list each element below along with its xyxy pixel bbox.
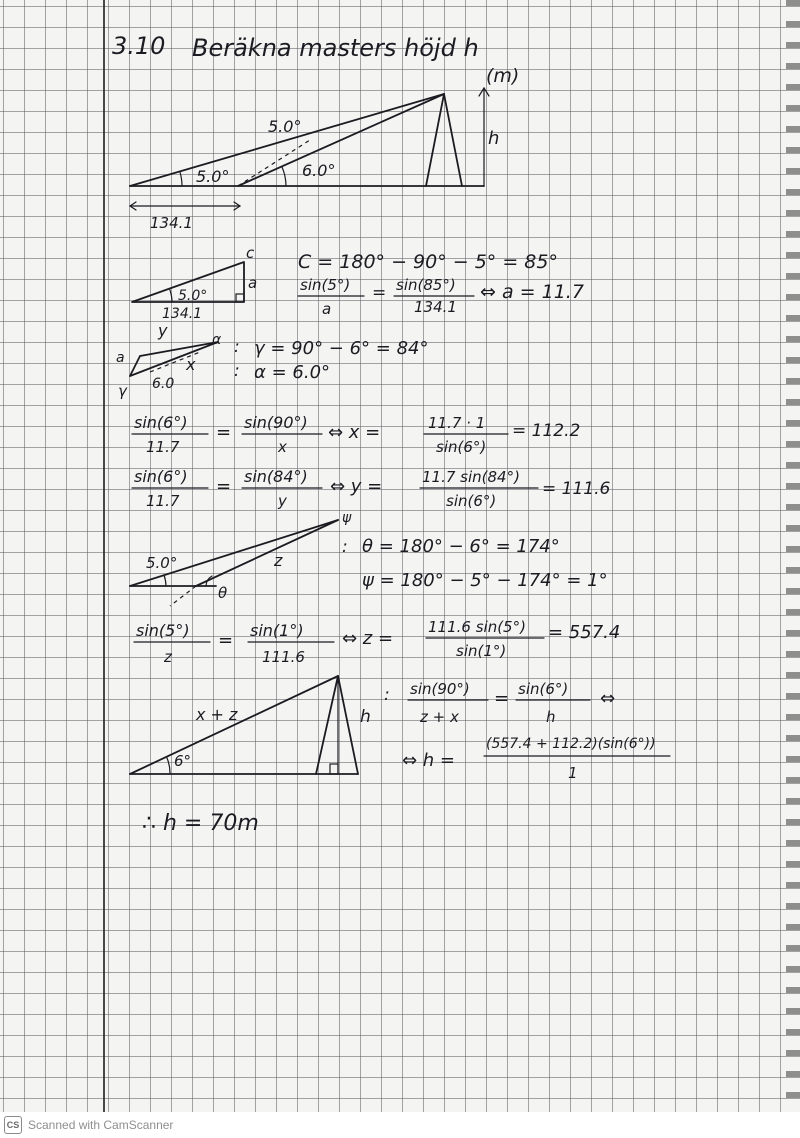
eq-gamma: γ = 90° − 6° = 84° [254,338,429,359]
label-xz: x + z [196,705,238,724]
right-angle-mark [330,764,338,774]
colon-mark-2: : [234,361,240,381]
x-frac2-den: x [278,438,287,456]
figure-theta-triangle [130,510,352,606]
colon-mark-4: : [384,685,390,705]
z-res-den: sin(1°) [456,642,507,660]
h-equals: = [494,688,510,709]
colon-mark-3: : [342,537,348,557]
frac2-den: 134.1 [414,298,457,316]
z-frac2-num: sin(1°) [250,621,304,640]
z-equals: = [218,630,234,651]
eq-theta: θ = 180° − 6° = 174° [362,536,560,557]
label-angle: 5.0° [178,288,208,304]
extension-dash [170,586,196,606]
x-arrow: ⇔ x = [328,422,381,443]
y-frac2-den: y [278,492,287,510]
side-hypotenuse [130,676,338,774]
label-alpha: α [212,332,222,348]
z-frac2-den: 111.6 [262,648,305,666]
x-res-num: 11.7 · 1 [428,414,486,432]
x-equals: = [216,422,232,443]
label-angle-top: 5.0° [268,117,302,136]
label-x: x [186,355,196,374]
right-angle-mark [236,294,244,302]
figure-mast-overview [130,88,499,232]
y-frac1-num: sin(6°) [134,467,188,486]
mast-right-edge [444,94,462,186]
frac1-den: a [322,300,332,318]
h-final-num: (557.4 + 112.2)(sin(6°)) [486,736,656,752]
angle-arc [167,758,170,774]
mast-right [338,676,358,774]
h-final-den: 1 [568,764,578,782]
conclusion: ∴ h = 70m [142,811,259,836]
h-frac2-den: h [546,708,556,726]
label-z: z [274,551,283,570]
label-angle: 6.0 [152,376,175,392]
scanner-footer [0,1112,800,1138]
label-theta: θ [218,584,228,602]
y-value: = 111.6 [542,479,611,499]
y-frac2-num: sin(84°) [244,467,308,486]
angle-arc [164,575,166,586]
eq-alpha: α = 6.0° [254,362,331,383]
label-h: h [360,707,371,727]
camscanner-logo: CS [4,1116,22,1134]
side-z [196,520,338,586]
height-unit: (m) [486,65,520,87]
theta-arc [206,576,212,586]
x-value: = 112.2 [512,421,581,441]
angle-arc [170,290,172,302]
z-frac1-num: sin(5°) [136,621,190,640]
sight-line-long [130,94,444,186]
label-base: 134.1 [150,214,193,232]
sight-line-short [238,94,444,186]
problem-title: Beräkna masters höjd h [192,34,479,62]
label-gamma: γ [118,382,127,400]
label-c: c [246,244,255,262]
h-arrow: ⇔ [600,688,616,709]
label-height: h [488,128,500,149]
x-res-den: sin(6°) [436,438,487,456]
side-upper [130,520,338,586]
x-frac1-num: sin(6°) [134,413,188,432]
construction-line [238,140,310,186]
footer-text: Scanned with CamScanner [28,1118,174,1132]
label-psi: ψ [342,510,352,526]
triangle-small [130,342,218,376]
y-frac1-den: 11.7 [146,492,180,510]
mast-left [316,676,338,774]
z-res-num: 111.6 sin(5°) [428,618,526,636]
h-prefix: ⇔ h = [402,750,456,771]
angle-arc-left [180,172,182,186]
eq-psi: ψ = 180° − 5° − 174° = 1° [362,570,608,591]
z-frac1-den: z [164,648,172,666]
label-angle: 5.0° [146,554,178,572]
figure-small-triangle [116,321,222,400]
y-res-num: 11.7 sin(84°) [422,468,520,486]
figure-right-triangle-a [132,244,257,322]
problem-number: 3.10 [112,32,166,60]
result-a: ⇔ a = 11.7 [480,281,584,303]
mast-left-edge [426,94,444,186]
y-res-den: sin(6°) [446,492,497,510]
label-y: y [158,321,168,340]
h-frac1-num: sin(90°) [410,680,470,698]
h-frac1-den: z + x [420,708,459,726]
x-frac2-num: sin(90°) [244,413,308,432]
z-arrow: ⇔ z = [342,628,394,649]
frac1-num: sin(5°) [300,276,351,294]
label-angle-left: 5.0° [196,167,230,186]
label-angle-right: 6.0° [302,161,336,180]
label-angle: 6° [174,752,192,770]
label-a: a [248,274,258,292]
x-frac1-den: 11.7 [146,438,180,456]
z-value: = 557.4 [548,622,621,643]
colon-mark: : [234,337,240,357]
angle-arc-right [282,167,286,186]
label-base: 134.1 [162,306,203,322]
h-frac2-num: sin(6°) [518,680,569,698]
y-arrow: ⇔ y = [330,476,383,497]
figure-final-triangle [130,676,371,774]
y-equals: = [216,476,232,497]
equals-sign: = [372,283,387,303]
label-a: a [116,350,125,366]
frac2-num: sin(85°) [396,276,456,294]
eq-angle-c: C = 180° − 90° − 5° = 85° [298,251,558,273]
